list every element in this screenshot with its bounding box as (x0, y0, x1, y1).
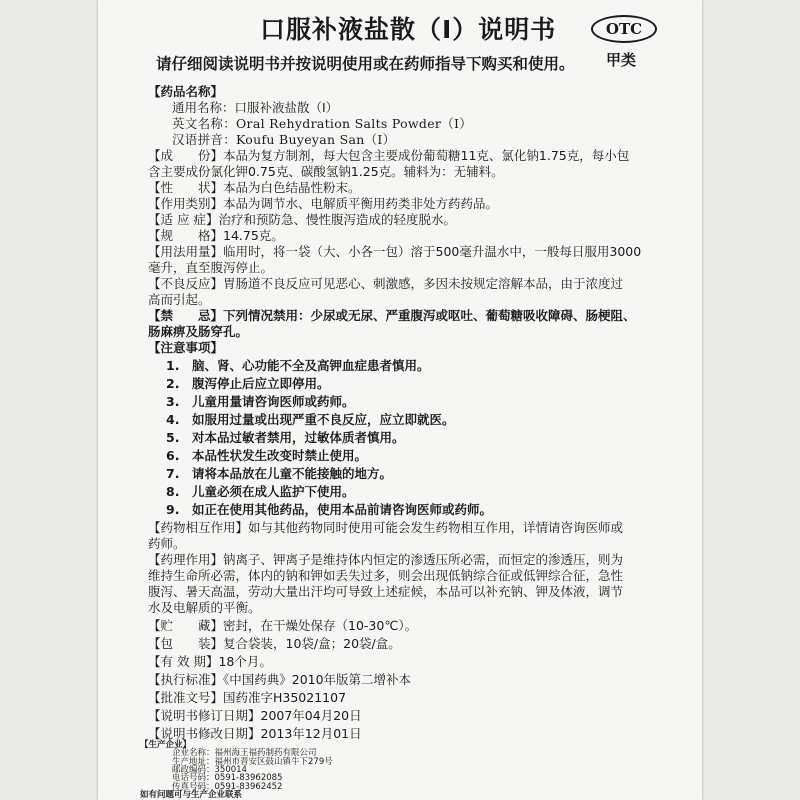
standard: 【执行标准】《中国药典》2010年版第二增补本 (148, 672, 412, 687)
approval-number: 【批准文号】国药准字H35021107 (148, 690, 347, 705)
precaution-item: 2. 腹泻停止后应立即停用。 (166, 376, 330, 391)
interactions-line-2: 药师。 (148, 536, 186, 551)
composition-line-2: 含主要成份氯化钾0.75克、碳酸氢钠1.25克。辅料为：无辅料。 (148, 164, 504, 179)
pharmacology-line: 腹泻、暑天高温，劳动大量出汗均可导致上述症候，本品可以补充钠、钾及体液，调节 (148, 584, 624, 599)
interactions-line-1: 【药物相互作用】如与其他药物同时使用可能会发生药物相互作用，详情请咨询医师或 (148, 520, 624, 535)
revision-date: 【说明书修订日期】2007年04月20日 (148, 708, 362, 723)
otc-badge: OTC (591, 15, 657, 43)
manufacturer-heading: 【生产企业】 (140, 740, 192, 750)
adverse-reactions-line-1: 【不良反应】胃肠道不良反应可见恶心、刺激感，多因未按规定溶解本品，由于浓度过 (148, 276, 624, 291)
otc-class-label: 甲类 (606, 51, 637, 69)
usage-warning: 请仔细阅读说明书并按说明使用或在药师指导下购买和使用。 (156, 55, 575, 73)
pharmacology-line: 水及电解质的平衡。 (148, 600, 261, 615)
precaution-item: 9. 如正在使用其他药品，使用本品前请咨询医师或药师。 (166, 502, 492, 517)
manufacturer-name: 企业名称：福州海王福药制药有限公司 (172, 748, 317, 759)
precaution-item: 1. 脑、肾、心功能不全及高钾血症患者慎用。 (166, 358, 430, 373)
document-title: 口服补液盐散（Ⅰ）说明书 (260, 15, 557, 44)
precaution-item: 7. 请将本品放在儿童不能接触的地方。 (166, 466, 392, 481)
pinyin-name: 汉语拼音：Koufu Buyeyan San（Ⅰ） (172, 132, 396, 147)
modify-date: 【说明书修改日期】2013年12月01日 (148, 726, 362, 741)
adverse-reactions-line-2: 高而引起。 (148, 292, 211, 307)
manufacturer-phone: 电话号码：0591-83962085 (172, 773, 283, 784)
generic-name: 通用名称：口服补液盐散（Ⅰ） (172, 100, 339, 115)
manufacturer-postcode: 邮政编码：350014 (172, 764, 247, 775)
footer-note: 如有问题可与生产企业联系 (140, 789, 243, 800)
pharmacology-line: 【药理作用】钠离子、钾离子是维持体内恒定的渗透压所必需，而恒定的渗透压，则为 (148, 552, 624, 567)
manufacturer-address: 生产地址：福州市晋安区鼓山镇牛下279号 (172, 756, 333, 767)
contraindications-line-1: 【禁 忌】下列情况禁用：少尿或无尿、严重腹泻或呕吐、葡萄糖吸收障碍、肠梗阻、 (148, 308, 636, 323)
composition-line-1: 【成 份】本品为复方制剂，每大包含主要成份葡萄糖11克、氯化钠1.75克，每小包 (148, 148, 630, 163)
properties: 【性 状】本品为白色结晶性粉末。 (148, 180, 361, 195)
precautions-heading: 【注意事项】 (148, 340, 224, 355)
precaution-item: 3. 儿童用量请咨询医师或药师。 (166, 394, 355, 409)
category: 【作用类别】本品为调节水、电解质平衡用药类非处方药药品。 (148, 196, 499, 211)
indications: 【适 应 症】治疗和预防急、慢性腹泻造成的轻度脱水。 (148, 212, 456, 227)
english-name: 英文名称：Oral Rehydration Salts Powder（Ⅰ） (172, 116, 473, 131)
contraindications-line-2: 肠麻痹及肠穿孔。 (148, 324, 249, 339)
manufacturer-fax: 传真号码：0591-83962452 (172, 781, 283, 792)
specification: 【规 格】14.75克。 (148, 228, 284, 243)
drug-name-heading: 【药品名称】 (148, 84, 224, 99)
package: 【包 装】复合袋装，10袋/盒；20袋/盒。 (148, 636, 401, 651)
precaution-item: 8. 儿童必须在成人监护下使用。 (166, 484, 355, 499)
storage: 【贮 藏】密封，在干燥处保存（10-30℃）。 (148, 618, 418, 633)
precaution-item: 6. 本品性状发生改变时禁止使用。 (166, 448, 367, 463)
dosage-line-1: 【用法用量】临用时，将一袋（大、小各一包）溶于500毫升温水中，一般每日服用3000 (148, 244, 642, 259)
precaution-item: 5. 对本品过敏者禁用，过敏体质者慎用。 (166, 430, 405, 445)
precaution-item: 4. 如服用过量或出现严重不良反应，应立即就医。 (166, 412, 455, 427)
pharmacology-line: 维持生命所必需，体内的钠和钾如丢失过多，则会出现低钠综合征或低钾综合征，急性 (148, 568, 624, 583)
dosage-line-2: 毫升，直至腹泻停止。 (148, 260, 274, 275)
validity: 【有 效 期】18个月。 (148, 654, 272, 669)
